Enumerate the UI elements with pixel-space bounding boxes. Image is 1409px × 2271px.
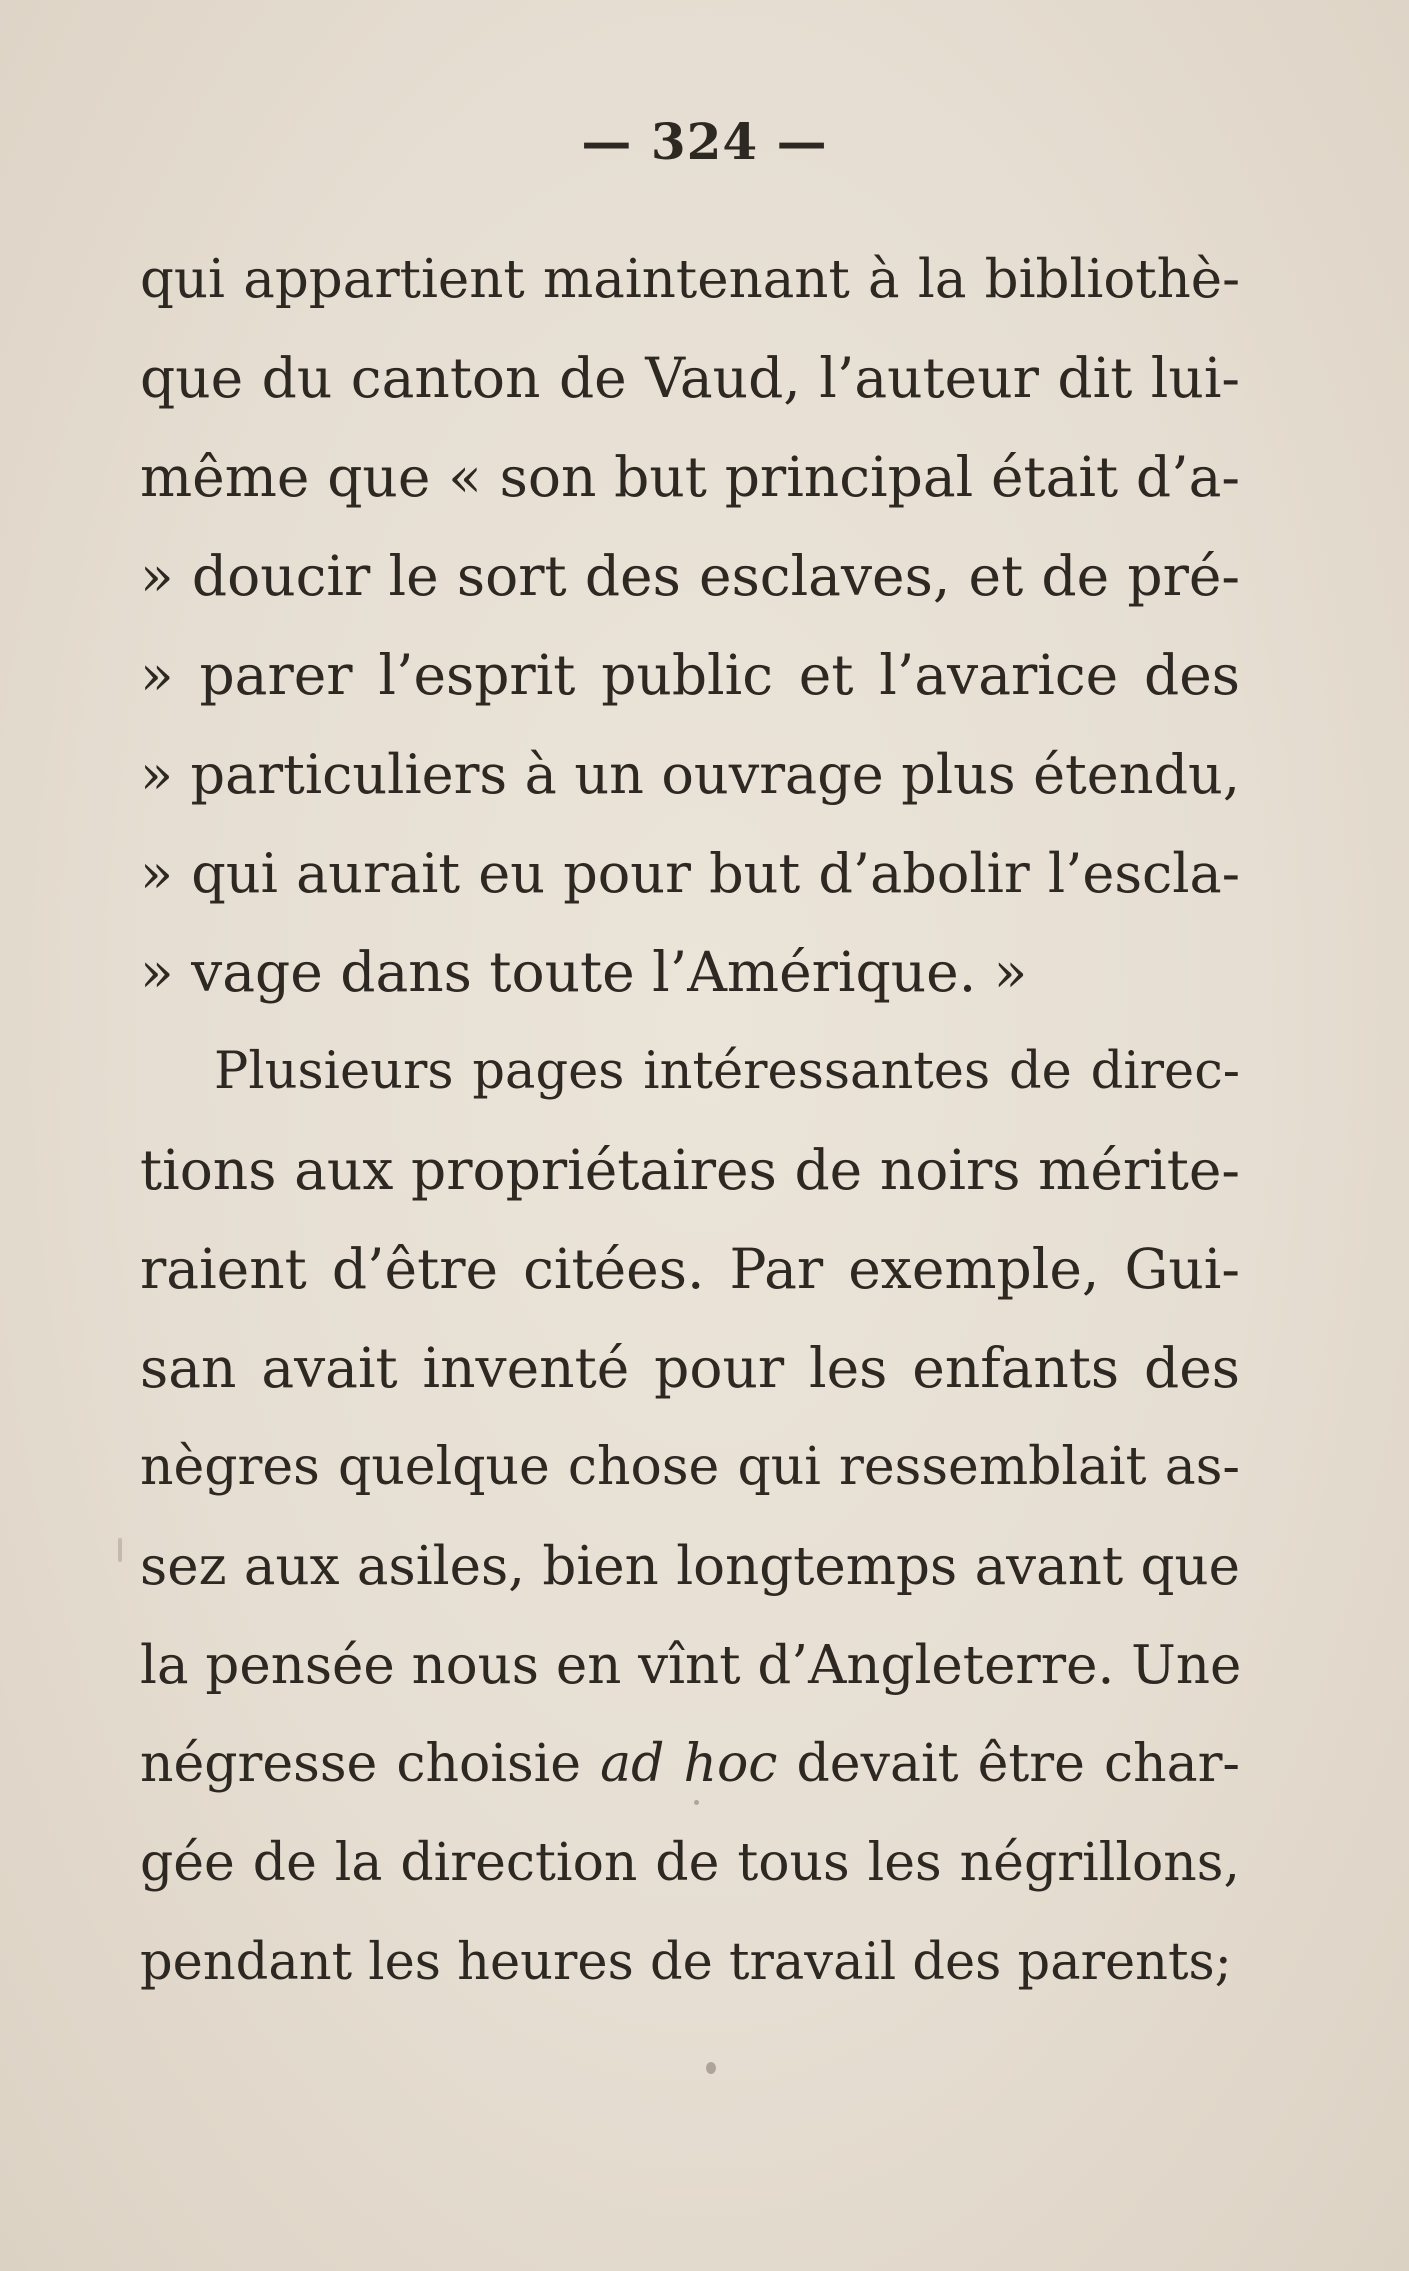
- text-line: Plusieurs pages intéressantes de direc-: [214, 1042, 1240, 1101]
- text-line-with-italic: [140, 1715, 1240, 1814]
- text-line: » qui aurait eu pour but d’abolir l’escla-: [140, 842, 1240, 905]
- text-line: » particuliers à un ouvrage plus étendu,: [140, 743, 1240, 806]
- italic-phrase: ad hoc: [600, 1734, 778, 1794]
- text-line: pendant les heures de travail des parents;: [140, 1933, 1232, 1992]
- paper-speck: [118, 1538, 122, 1562]
- text-line: san avait inventé pour les enfants des: [140, 1336, 1240, 1400]
- paper-speck: [694, 1800, 699, 1805]
- text-line: gée de la direction de tous les négrillons,: [140, 1833, 1240, 1893]
- text-line: » vage dans toute l’Amérique. »: [140, 940, 1028, 1004]
- text-line: la pensée nous en vînt d’Angleterre. Une: [140, 1635, 1242, 1696]
- text-line: nègres quelque chose qui ressemblait as-: [140, 1437, 1240, 1497]
- text-line: qui appartient maintenant à la bibliothè-: [140, 249, 1240, 310]
- page-number: — 324 —: [581, 112, 828, 171]
- text-line: même que « son but principal était d’a-: [140, 445, 1240, 509]
- paper-speck: [706, 2062, 716, 2074]
- text-line: » doucir le sort des esclaves, et de pré-: [140, 544, 1240, 608]
- text-fragment: négresse choisie: [140, 1734, 601, 1794]
- text-fragment: devait être char-: [777, 1734, 1240, 1794]
- text-line: sez aux asiles, bien longtemps avant que: [140, 1536, 1240, 1597]
- text-line: tions aux propriétaires de noirs mérite-: [140, 1138, 1240, 1202]
- body-text: [140, 230, 1240, 2012]
- text-line: raient d’être citées. Par exemple, Gui-: [140, 1237, 1240, 1301]
- text-line: » parer l’esprit public et l’avarice des: [140, 643, 1240, 707]
- text-line: que du canton de Vaud, l’auteur dit lui-: [140, 346, 1240, 410]
